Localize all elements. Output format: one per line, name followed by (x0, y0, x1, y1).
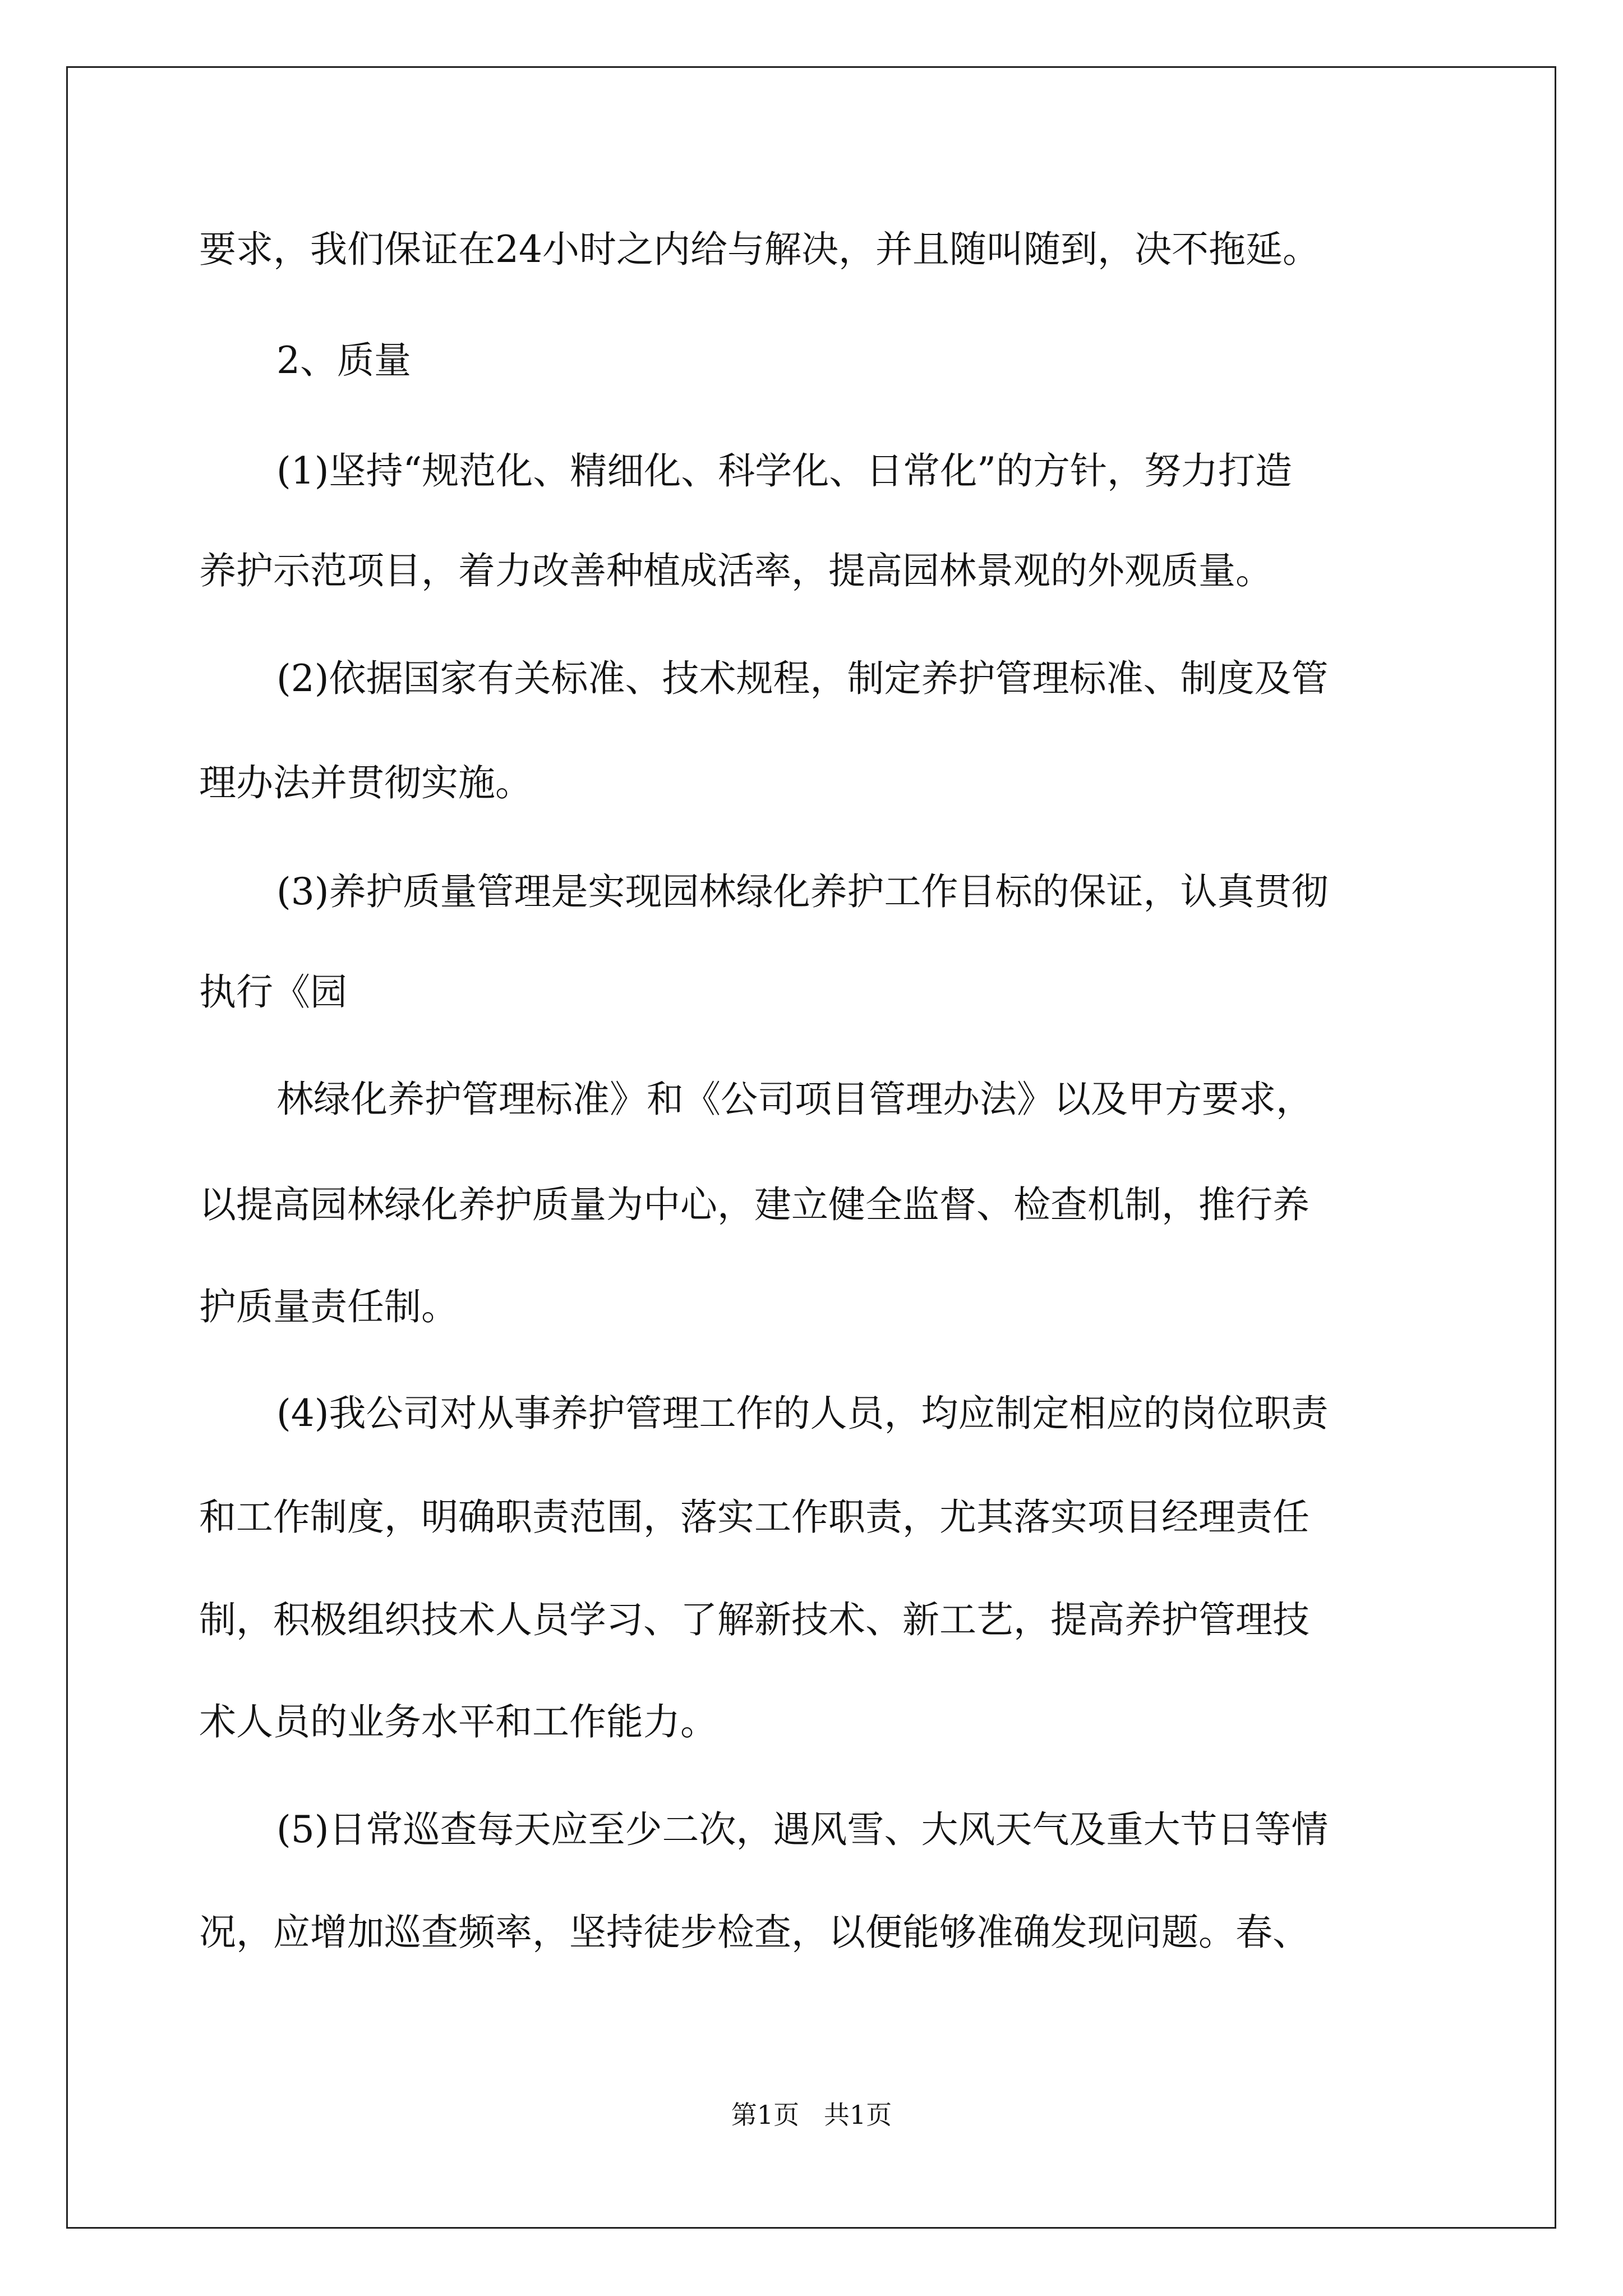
paragraph-line-14: 制，积极组织技术人员学习、了解新技术、新工艺，提高养护管理技 (199, 1598, 1310, 1641)
paragraph-line-15: 术人员的业务水平和工作能力。 (199, 1700, 717, 1743)
paragraph-line-16: (5)日常巡查每天应至少二次，遇风雪、大风天气及重大节日等情 (276, 1808, 1329, 1851)
paragraph-line-10: 以提高园林绿化养护质量为中心，建立健全监督、检查机制，推行养 (199, 1183, 1310, 1226)
paragraph-line-5: (2)依据国家有关标准、技术规程，制定养护管理标准、制度及管 (276, 657, 1329, 700)
paragraph-line-7: (3)养护质量管理是实现园林绿化养护工作目标的保证，认真贯彻 (276, 870, 1329, 913)
page-border (66, 66, 1556, 2229)
section-heading-quality: 2、质量 (276, 339, 411, 382)
paragraph-line-8: 执行《园 (199, 970, 347, 1014)
paragraph-line-13: 和工作制度，明确职责范围，落实工作职责，尤其落实项目经理责任 (199, 1496, 1310, 1539)
paragraph-line-17: 况，应增加巡查频率，坚持徒步检查，以便能够准确发现问题。春、 (199, 1911, 1310, 1954)
page-footer: 第1页 共1页 (731, 2100, 892, 2130)
paragraph-line-6: 理办法并贯彻实施。 (199, 761, 532, 804)
paragraph-line-12: (4)我公司对从事养护管理工作的人员，均应制定相应的岗位职责 (276, 1392, 1329, 1435)
paragraph-line-11: 护质量责任制。 (199, 1285, 458, 1328)
paragraph-line-1: 要求，我们保证在24小时之内给与解决，并且随叫随到，决不拖延。 (199, 228, 1320, 271)
paragraph-line-9: 林绿化养护管理标准》和《公司项目管理办法》以及甲方要求， (276, 1078, 1313, 1121)
paragraph-line-4: 养护示范项目，着力改善种植成活率，提高园林景观的外观质量。 (199, 549, 1272, 592)
paragraph-line-3: (1)坚持“规范化、精细化、科学化、日常化”的方针，努力打造 (276, 449, 1292, 493)
